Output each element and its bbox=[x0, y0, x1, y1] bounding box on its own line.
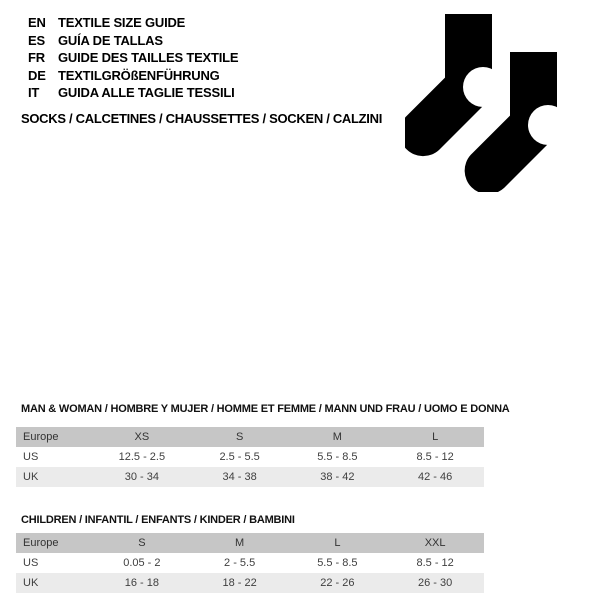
language-code: EN bbox=[28, 15, 46, 30]
language-row-es bbox=[28, 32, 238, 50]
size-cell: 34 - 38 bbox=[222, 471, 257, 483]
language-label: TEXTILE SIZE GUIDE bbox=[58, 15, 186, 30]
size-cell: 38 - 42 bbox=[320, 471, 355, 483]
size-cell: 12.5 - 2.5 bbox=[118, 451, 166, 463]
size-cell: 16 - 18 bbox=[124, 577, 159, 589]
size-cell: 30 - 34 bbox=[124, 471, 159, 483]
size-cell: 5.5 - 8.5 bbox=[317, 451, 358, 463]
size-cell: 42 - 46 bbox=[418, 471, 453, 483]
size-cell: 18 - 22 bbox=[222, 577, 257, 589]
language-label: GUÍA DE TALLAS bbox=[58, 32, 163, 48]
table-header-row bbox=[16, 427, 484, 447]
size-cell: 2.5 - 5.5 bbox=[219, 451, 260, 463]
size-cell: 2 - 5.5 bbox=[224, 557, 256, 569]
column-header-xs: XS bbox=[134, 431, 150, 443]
adult-size-table bbox=[16, 427, 484, 487]
language-label: TEXTILGRÖßENFÜHRUNG bbox=[58, 67, 220, 83]
column-header-s: S bbox=[138, 537, 146, 549]
language-label: GUIDA ALLE TAGLIE TESSILI bbox=[58, 85, 235, 101]
adult-table-title: MAN & WOMAN / HOMBRE Y MUJER / HOMME ET FEMME / MANN UND FRAU / UOMO E DONNA bbox=[21, 403, 510, 415]
size-cell: 26 - 30 bbox=[418, 577, 453, 589]
category-title: SOCKS / CALCETINES / CHAUSSETTES / SOCKEN / CALZINI bbox=[21, 111, 383, 126]
size-cell: 0.05 - 2 bbox=[123, 557, 161, 569]
table-row-uk bbox=[16, 467, 484, 487]
size-cell: 8.5 - 12 bbox=[416, 451, 454, 463]
region-cell: US bbox=[23, 557, 39, 569]
children-table-title: CHILDREN / INFANTIL / ENFANTS / KINDER / BAMBINI bbox=[21, 514, 295, 526]
language-list bbox=[28, 14, 238, 102]
column-header-m: M bbox=[235, 537, 245, 549]
language-label: GUIDE DES TAILLES TEXTILE bbox=[58, 50, 239, 66]
socks-icon-svg bbox=[405, 0, 595, 192]
size-cell: 8.5 - 12 bbox=[416, 557, 454, 569]
column-header-europe: Europe bbox=[23, 537, 59, 549]
column-header-l: L bbox=[432, 431, 439, 443]
column-header-s: S bbox=[235, 431, 244, 443]
table-header-row bbox=[16, 533, 484, 553]
region-cell: US bbox=[23, 451, 39, 463]
socks-icon bbox=[405, 0, 595, 192]
table-row-uk bbox=[16, 573, 484, 593]
column-header-l: L bbox=[334, 537, 341, 549]
column-header-xxl: XXL bbox=[424, 537, 446, 549]
language-row-fr bbox=[28, 49, 238, 67]
table-row-us bbox=[16, 447, 484, 467]
column-header-europe: Europe bbox=[23, 431, 59, 443]
table-row-us bbox=[16, 553, 484, 573]
language-row-it bbox=[28, 84, 238, 102]
region-cell: UK bbox=[23, 471, 39, 483]
language-row-en bbox=[28, 14, 238, 32]
language-code: ES bbox=[28, 32, 45, 48]
column-header-m: M bbox=[332, 431, 342, 443]
size-cell: 5.5 - 8.5 bbox=[317, 557, 358, 569]
region-cell: UK bbox=[23, 577, 39, 589]
children-size-table bbox=[16, 533, 484, 593]
language-row-de bbox=[28, 67, 238, 85]
language-code: FR bbox=[28, 50, 45, 66]
language-code: DE bbox=[28, 67, 46, 83]
size-cell: 22 - 26 bbox=[320, 577, 355, 589]
language-code: IT bbox=[28, 85, 40, 101]
